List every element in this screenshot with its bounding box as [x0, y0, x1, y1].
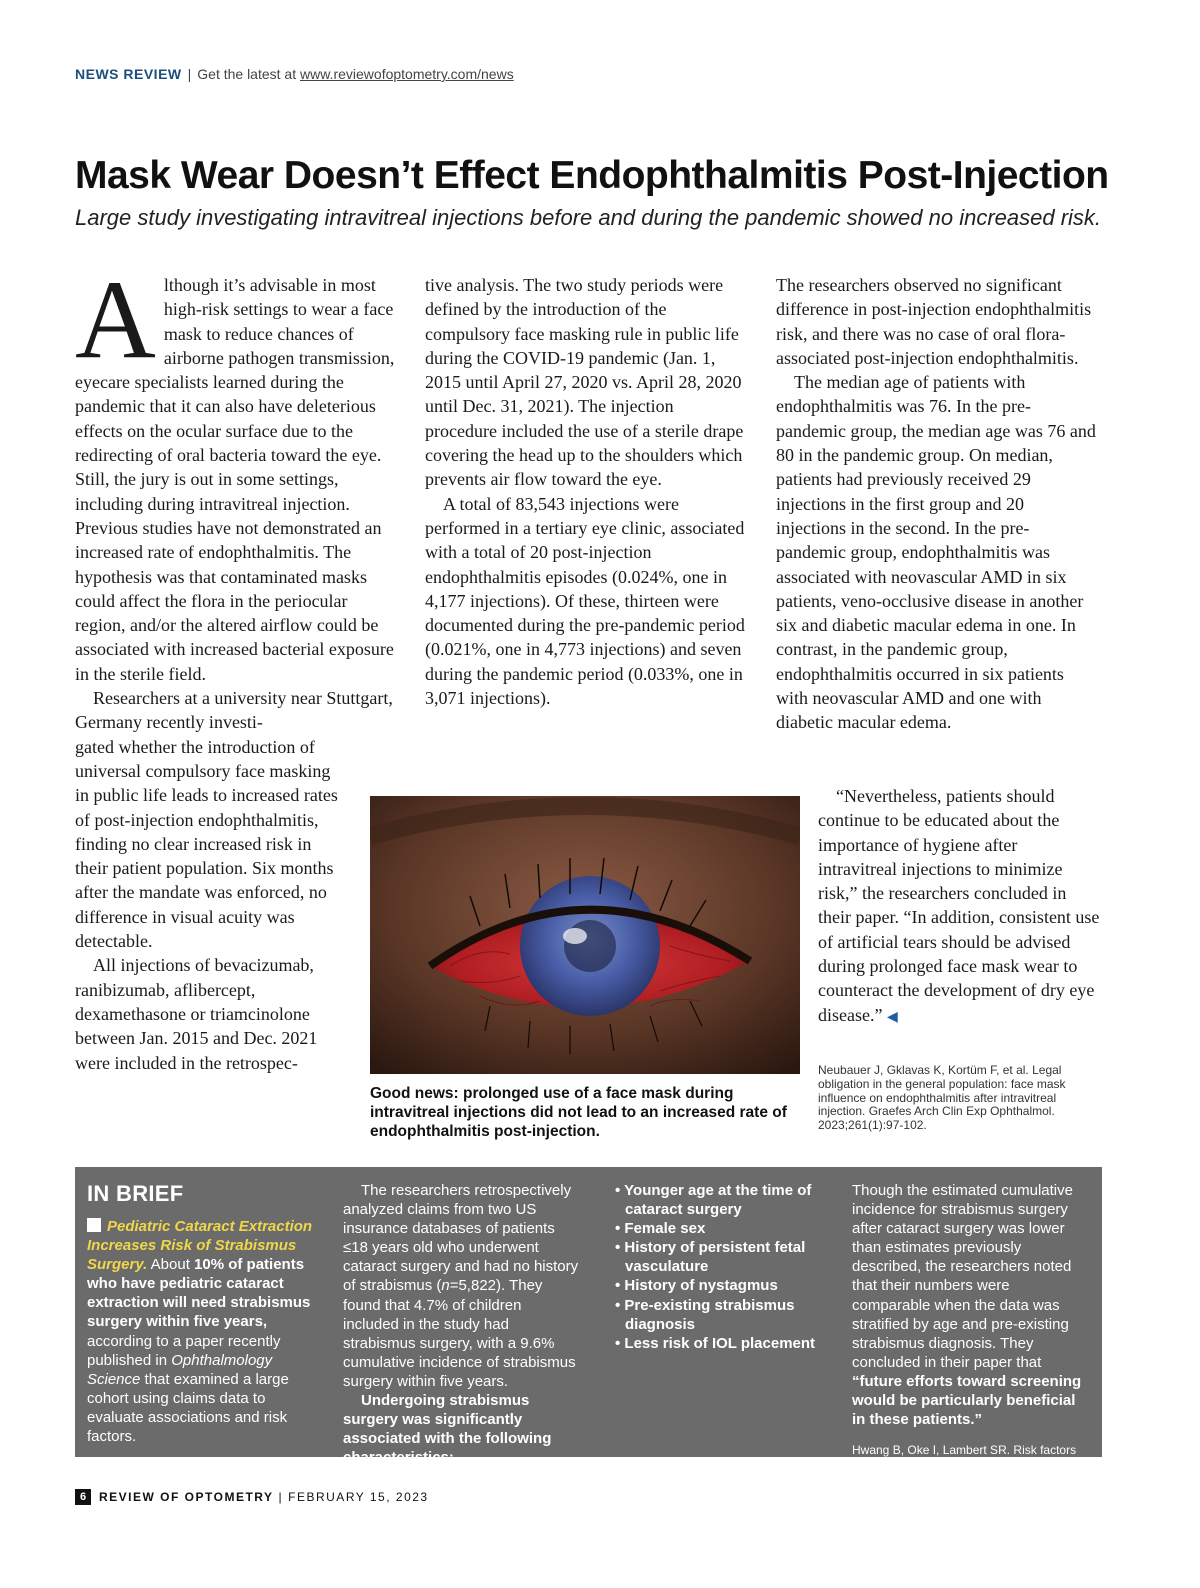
- magazine-name: REVIEW OF OPTOMETRY: [99, 1490, 274, 1504]
- body-paragraph: All injections of bevacizumab, ranibizumab, aflibercept, dexamethasone or triamcinolone between Jan. 2015 and Dec. 2021 were included in the retrospec-: [75, 955, 318, 1073]
- brief-paragraph: [343, 1181, 581, 1391]
- brief-paragraph: [343, 1391, 581, 1467]
- footer-separator: |: [278, 1490, 284, 1504]
- article-citation: Neubauer J, Gklavas K, Kortüm F, et al. Legal obligation in the general population: face mask influence on endophthalmitis after intravitreal injection. Graefes Arch Clin Exp Ophthalmol. 2023;261(1):97-102.: [818, 1063, 1066, 1133]
- journal-name: Ophthalmology Science: [87, 1351, 273, 1388]
- body-paragraph: gated whether the introduction of universal compulsory face masking in public life leads to increased rates of post-injection endophthalmitis, finding no clear increased risk in their patient population. Six months after the mandate was enforced, no difference in visual acuity was detectable.: [75, 736, 338, 952]
- header-separator: |: [187, 66, 192, 82]
- list-item: • Less risk of IOL placement: [615, 1334, 816, 1352]
- body-paragraph: Researchers at a university near Stuttgart, Germany recently investi-: [75, 688, 393, 733]
- risk-factor-list: [597, 1181, 835, 1353]
- brief-italic: n: [441, 1277, 450, 1295]
- brief-reference: Hwang B, Oke I, Lambert SR. Risk factors for strabismus surgery after pediatric cataract surgery in the United States. Ophthalmol Sci. January 5, 2023. [Epub ahead of print].: [852, 1443, 1077, 1514]
- article-column-2: [425, 273, 750, 710]
- photo-caption: Good news: prolonged use of a face mask during intravitreal injections did not lead to an increased rate of endophthalmitis post-injection.: [370, 1085, 787, 1140]
- body-paragraph: The median age of patients with endophthalmitis was 76. In the pre-pandemic group, the median age was 76 and 80 in the pandemic group. On median, patients had previously received 29 injections in the first group and 20 injections in the second. In the pre-pandemic group, endophthalmitis was associated with neovascular AMD in six patients, veno-occlusive disease in another six and diabetic macular edema in one. In contrast, in the pandemic group, endophthalmitis occurred in six patients with neovascular AMD and one with diabetic macular edema.: [776, 372, 1096, 733]
- square-bullet-icon: [87, 1218, 101, 1232]
- end-mark-icon: ◀: [886, 1009, 898, 1025]
- brief-text: that examined a large cohort using claims data to evaluate associations and risk factors.: [87, 1370, 289, 1446]
- brief-text: The researchers retrospectively analyzed claims from two US insurance databases of patients ≤18 years old who underwent cataract surgery and had no history of strabismus (: [343, 1182, 579, 1295]
- body-paragraph: [75, 258, 400, 686]
- brief-bold-text: Undergoing strabismus surgery was significantly associated with the following characteristics:: [343, 1392, 552, 1467]
- brief-bold-text: “future efforts toward screening would be particularly beneficial in these patients.”: [852, 1372, 1082, 1429]
- brief-headline: Pediatric Cataract Extraction Increases Risk of Strabismus Surgery.: [87, 1218, 313, 1274]
- list-item: • Female sex: [615, 1220, 706, 1238]
- brief-text: About: [150, 1256, 190, 1274]
- drop-cap: A: [75, 258, 156, 382]
- article-headline: Mask Wear Doesn’t Effect Endophthalmitis Post-Injection: [75, 154, 1109, 197]
- section-label: NEWS REVIEW: [75, 66, 182, 82]
- article-column-1: [75, 258, 400, 1075]
- body-paragraph: [818, 784, 1100, 1030]
- list-item: • Younger age at the time of cataract surgery: [615, 1182, 812, 1219]
- brief-column-1: [87, 1181, 325, 1446]
- brief-column-2: [343, 1181, 581, 1467]
- article-column-3-quote: [818, 784, 1100, 1030]
- list-item: • History of nystagmus: [615, 1277, 778, 1295]
- quote-text: “Nevertheless, patients should continue to be educated about the importance of hygiene after intravitreal injections to minimize risk,” the researchers concluded in their paper. “In addition, consistent use of artificial tears should be advised during prolonged face mask wear to counteract the development of dry eye disease.”: [818, 786, 1100, 1025]
- body-paragraph: A total of 83,543 injections were performed in a tertiary eye clinic, associated with a total of 20 post-injection endophthalmitis episodes (0.024%, one in 4,177 injections). Of these, thirteen were documented during the pre-pandemic period (0.021%, one in 4,773 injections) and seven during the pandemic period (0.033%, one in 3,071 injections).: [425, 493, 745, 709]
- brief-column-3: [597, 1181, 835, 1353]
- brief-paragraph: [852, 1181, 1092, 1429]
- brief-text: Though the estimated cumulative incidence for strabismus surgery after cataract surgery was lower than estimates previously described, the researchers noted that their numbers were comparable when the data was stratified by age and pre-existing strabismus diagnosis. They concluded in their paper that: [852, 1182, 1073, 1371]
- issue-date: FEBRUARY 15, 2023: [288, 1490, 429, 1504]
- brief-column-4: [852, 1181, 1092, 1513]
- brief-bold-text: 10% of patients who have pediatric cataract extraction will need strabismus surgery within five years,: [87, 1256, 311, 1331]
- brief-text: =5,822). They found that 4.7% of children included in the study had strabismus surgery, with a 9.6% cumulative incidence of strabismus surgery within five years.: [343, 1277, 576, 1390]
- page-number: 6: [75, 1489, 91, 1505]
- article-column-3: [776, 273, 1098, 735]
- article-deck: Large study investigating intravitreal injections before and during the pandemic showed no increased risk.: [75, 205, 1102, 230]
- header-tagline: Get the latest at: [197, 66, 297, 82]
- page-footer: [75, 1489, 429, 1505]
- news-link[interactable]: www.reviewofoptometry.com/news: [300, 66, 514, 82]
- page-header: [75, 66, 514, 82]
- brief-title: IN BRIEF: [87, 1181, 184, 1206]
- list-item: • Pre-existing strabismus diagnosis: [615, 1296, 795, 1333]
- brief-text: according to a paper recently published in: [87, 1332, 281, 1369]
- paragraph-text: lthough it’s advisable in most high-risk settings to wear a face mask to reduce chances of airborne pathogen transmission, eyecare specialists learned during the pandemic that it can also have deleterious effects on the ocular surface due to the redirecting of oral bacteria toward the eye. Still, the jury is out in some settings, including during intravitreal injection. Previous studies have not demonstrated an increased rate of endophthalmitis. The hypothesis was that contaminated masks could affect the flora in the periocular region, and/or the altered airflow could be associated with increased bacterial exposure in the sterile field.: [75, 275, 395, 684]
- body-paragraph: The researchers observed no significant difference in post-injection endophthalmitis risk, and there was no case of oral flora-associated post-injection endophthalmitis.: [776, 275, 1092, 368]
- body-paragraph: tive analysis. The two study periods were defined by the introduction of the compulsory face masking rule in public life during the COVID-19 pandemic (Jan. 1, 2015 until April 27, 2020 vs. April 28, 2020 until Dec. 31, 2021). The injection procedure included the use of a sterile drape covering the head up to the shoulders which prevents air flow toward the eye.: [425, 275, 744, 490]
- eye-photo: [370, 796, 800, 1074]
- brief-paragraph: [87, 1217, 325, 1446]
- list-item: • History of persistent fetal vasculature: [615, 1239, 806, 1276]
